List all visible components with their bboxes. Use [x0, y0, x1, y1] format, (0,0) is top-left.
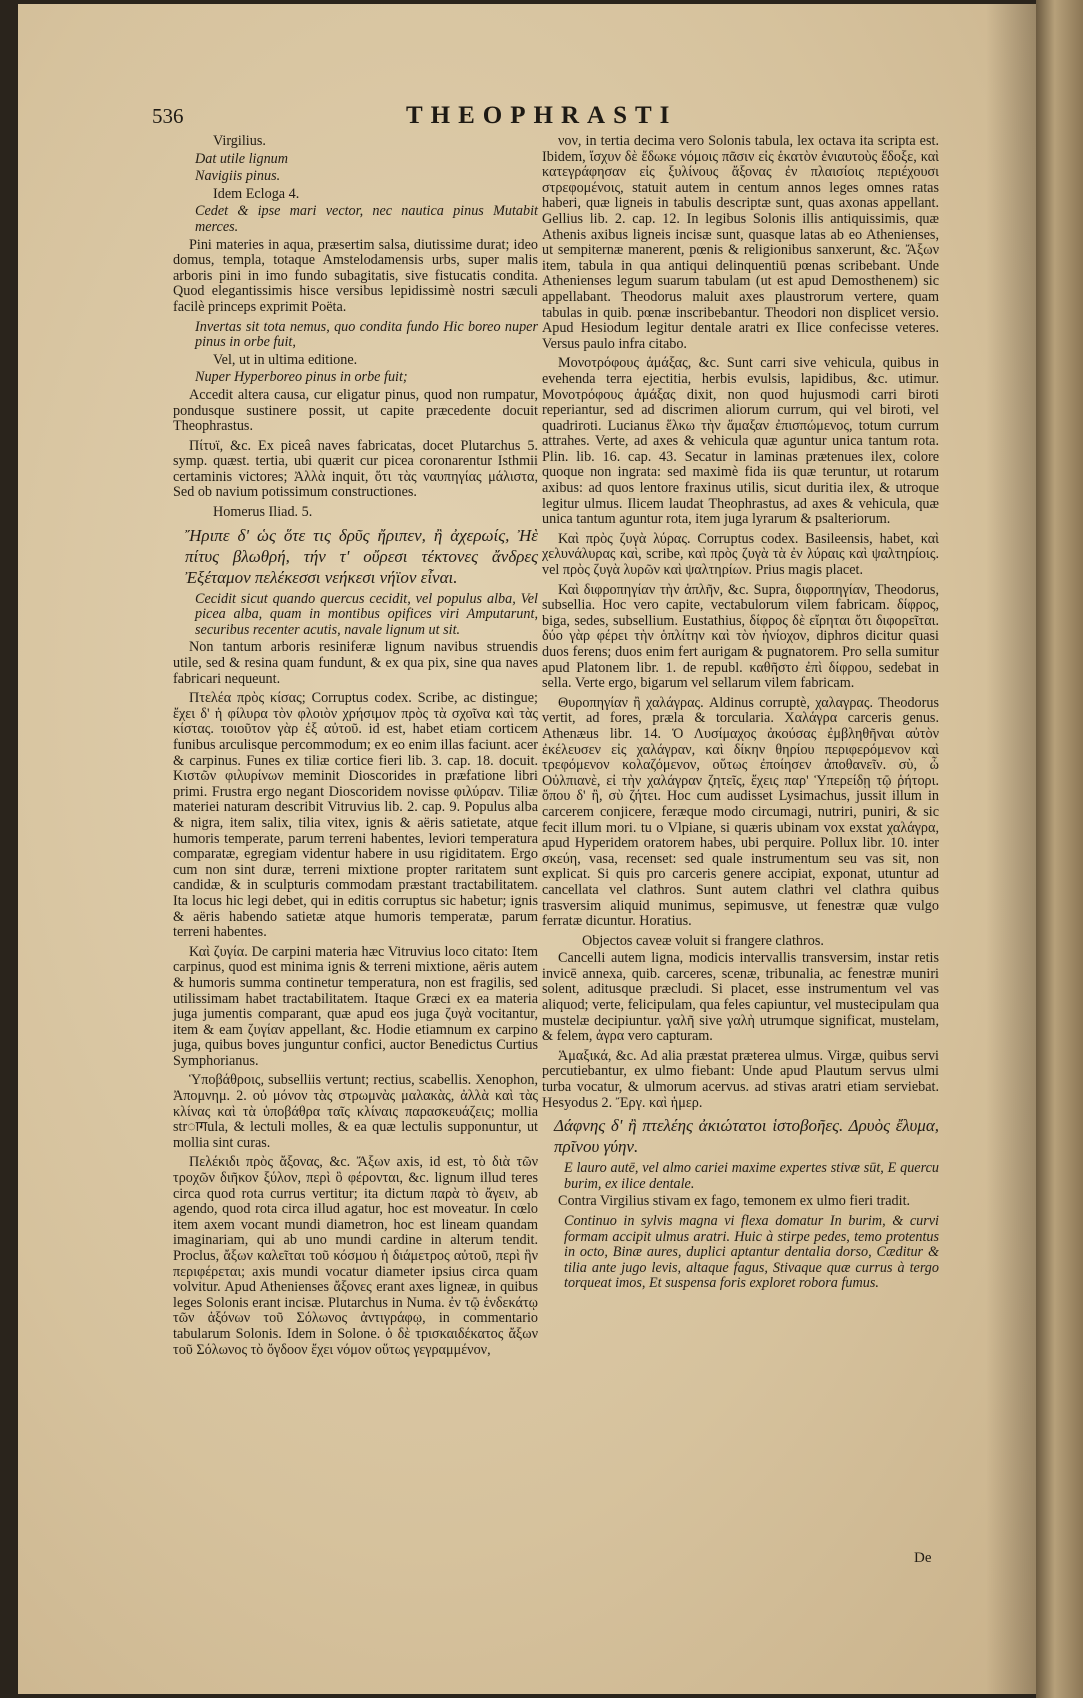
text-verse: Continuo in sylvis magna vi flexa domatur In burim, & curvi formam accipit ulmus aratri. Huic à stirpe pedes, temo protentus in octo, Binæ aures, duplici aptantur dentalia dorso, Cæditur & tilia ante jugo levis, altaque fagus, Stivaque quæ currus à tergo torqueat imos, Et suspensa foris exploret robora fumus. — [564, 1213, 939, 1292]
text-verse: E lauro autē, vel almo cariei maxime expertes stivæ sūt, E quercu burim, ex ilice dentale. — [564, 1160, 939, 1192]
text-cite: Idem Ecloga 4. — [213, 185, 300, 202]
text-verse: Cedet & ipse mari vector, nec nautica pinus Mutabit merces. — [195, 203, 538, 235]
text-verse: Cecidit sicut quando quercus cecidit, vel populus alba, Vel picea alba, quam in montibus opifices viri Amputarunt, securibus recenter acutis, navale lignum ut sit. — [195, 590, 538, 638]
text-para: Καὶ πρὸς ζυγὰ λύρας. Corruptus codex. Basileensis, habet, καὶ χελυνάλυρας καὶ, scribe, καὶ πρὸς ζυγὰ τὰ ἐν λύραις καὶ ψαλτηρίοις. vel πρὸς ζυγὰ λυρῶν καὶ ψαλτηρίων. Prius magis placet. — [542, 530, 939, 579]
text-para: Pini materies in aqua, præsertim salsa, diutissime durat; ideo domus, templa, totaque Amstelodamensis urbs, super malis arboris pini in imo fundo subagitatis, sive fistucatis condita. Quod elegantissimis hisce versibus lepidissimè nostri sæculi facilè princeps exprimit Poëta. — [173, 236, 538, 315]
text-para: Μονοτρόφους ἁμάξας, &c. Sunt carri sive vehicula, quibus in evehenda terra ejectitia, herbis evulsis, lapidibus, &c. utimur. Μονοτρόφους ἁμάξας dixit, non quod hujusmodi carri biroti reperiantur, sed ad discrimen aliorum currum, qui vel biroti, vel quadriroti. Lucianus ἕλκω τὴν ἅμαξαν ἐπισπώμενος, totum currum attrahes. Verte, ad axes & vehicula quæ aguntur unica tantum rota. Plin. lib. 16. cap. 43. Secatur in laminas prætenues ilex, colore quoque non ingrata: sed maximè fida iis quæ teruntur, ut rotarum axibus: ad quos lentore fraxinus utilis, sicut duritia ilex, & utroque legitur ulmus. Ilicem laudat Theophrastus, ad axes & vehicula, quæ unica tantum aguntur rota, item juga lyrarum & psalteriorum. — [542, 355, 939, 528]
catchword: De — [914, 1550, 932, 1566]
book-page — [18, 4, 1036, 1694]
text-para: Καὶ ζυγία. De carpini materia hæc Vitruvius loco citato: Item carpinus, quod est minima ignis & terreni mixtione, aëris autem & humoris summa continetur temperatura, non est fragilis, sed utilissimam habet tractabilitatem. Itaque Græci ex ea materia juga jumentis comparant, quæ apud eos juga ζυγὰ vocitantur, item & eam ζυγίαν appellant, &c. Hodie etiamnum ex carpino juga, quibus boves junguntur confici, auctor Benedictus Curtius Symphorianus. — [173, 943, 538, 1069]
text-verse: Nuper Hyperboreo pinus in orbe fuit; — [195, 369, 408, 386]
text-para: Πελέκιδι πρὸς ἄξονας, &c. Ἄξων axis, id est, τὸ διὰ τῶν τροχῶν διῆκον ξύλον, περὶ ὃ φέρονται, &c. lignum illud teres circa quod rota currus vertitur; ita dictum παρὰ τὸ ἄγειν, ab agendo, quod rota circa illud agatur, hoc est moveatur. In cœlo item axem vocant mundi diametron, hoc est lineam quandam imaginariam, qui ab uno mundi cardine in alterum tendit. Proclus, ἄξων καλεῖται τοῦ κόσμου ἡ διάμετρος αὐτοῦ, περὶ ἣν περιφέρεται; axis mundi vocatur diameter ipsius circa quam volvitur. Apud Athenienses ἄξονες erant axes ligneæ, in quibus leges Solonis erant incisæ. Plutarchus in Numa. ἐν τῷ ἑνδεκάτῳ τῶν ἀξόνων τοῦ Σόλωνος ἀντιγράφῳ, in commentario tabularum Solonis. Idem in Solone. ὁ δὲ τρισκαιδέκατος ἄξων τοῦ Σόλωνος τὸ ὄγδοον ἔχει νόμον οὕτως γεγραμμένον, — [173, 1154, 538, 1358]
right-column — [542, 134, 939, 1294]
text-para: Θυροπηγίαν ἢ χαλάγρας. Aldinus corruptè, χαλαγρας. Theodorus vertit, ad fores, præla & torcularia. Χαλάγρα carceris genus. Athenæus libr. 14. Ὁ Λυσίμαχος ἀκούσας ἐμβληθῆναι αὐτὸν ἐκέλευσεν εἰς χαλάγραν, καὶ δίκην θηρίου περιφερόμενον καὶ τρεφόμενον κολαζόμενον, οὕτως ἐποίησεν ἀποθανεῖν. σὺ, ὦ Οὐλπιανὲ, εἰ τὴν χαλάγραν ζητεῖς, ἔχεις παρ' Ὑπερείδῃ τῷ ῥήτορι. ὅπου δ' ἢ, σὺ ζήτει. Hoc cum audisset Lysimachus, jussit illum in carcerem conjicere, feræque modo circumagi, nutriri, puniri, & sic fecit illum mori. tu o Vlpiane, si quæris ubinam vox exstat χαλάγρα, apud Hyperidem oratorem habes, ubi perquire. Pollux libr. 10. inter σκεύη, vasa, recenset: sed quale instrumentum seu vas sit, non explicat. Si quis pro carceris genere accipiat, exponat, utuntur ad cancellata vel clathros. Sunt autem clathri vel clathra quibus trasversim aliquid munimus, sepimusve, ut fenestræ quæ vulgo ferratæ dicuntur. Horatius. — [542, 694, 939, 930]
text-cite: Homerus Iliad. 5. — [213, 504, 313, 521]
text-verse: Dat utile lignum — [195, 150, 289, 167]
text-para: Accedit altera causa, cur eligatur pinus, quod non rumpatur, pondusque sustinere possit, ut capite præcedente docuit Theophrastus. — [173, 386, 538, 435]
text-cite: Objectos caveæ voluit si frangere clathros. — [582, 932, 824, 949]
text-cite: Vel, ut in ultima editione. — [213, 351, 358, 368]
text-para: Πίτυϊ, &c. Ex piceâ naves fabricatas, docet Plutarchus 5. symp. quæst. tertia, ubi quærit cur picea coronarentur Isthmii certaminis victores; Ἀλλὰ inquit, ὅτι τὰς ναυπηγίας μάλιστα, Sed ob navium potissimum constructiones. — [173, 437, 538, 501]
text-para: Cancelli autem ligna, modicis intervallis transversim, instar retis invicē annexa, quib. carceres, scenæ, tribunalia, ac fenestræ muniri solent, aditusque præcludi. Si placet, esse instrumentum vel vas aliquod; verte, felicipulam, qua feles capiuntur, vel mustecipulam qua mustelæ decipiuntur. γαλῆ sive γαλὴ utrumque significat, mustelam, & felem, ἀγρα vero capturam. — [542, 950, 939, 1045]
page-gutter-shadow — [986, 4, 1036, 1694]
text-para: Ἁμαξικά, &c. Ad alia præstat præterea ulmus. Virgæ, quibus servi percutiebantur, ex ulmo fiebant: Unde apud Plautum servus ulmi turba vocatur, & ulmorum acervus. ad stivas aratri etiam serviebat. Hesyodus 2. Ἔργ. καὶ ἡμερ. — [542, 1047, 939, 1111]
text-greek: Δάφνης δ' ἢ πτελέης ἀκιώτατοι ἱστοβοῆες. Δρυὸς ἔλυμα, πρῖνου γύην. — [554, 1116, 939, 1157]
running-head: THEOPHRASTI — [406, 102, 678, 129]
text-para: νον, in tertia decima vero Solonis tabula, lex octava ita scripta est. Ibidem, ἴσχυν δὲ ἔδωκε νόμοις πᾶσιν εἰς ἑκατὸν ἐνιαυτοὺς ἔδοξε, καὶ κατεγράφησαν εἰς ξυλίνους ἄξονας ἐν πλαισίοις περιέχουσι στρεφομένοις, statuit autem in centum annos leges omnes ratas haberi, quæ ligneis in tabulis descriptæ sunt, quas axonas appellant. Gellius lib. 2. cap. 12. In legibus Solonis illis antiquissimis, quæ Athenis axibus ligneis incisæ sunt, quasque latas ab eo Athenienses, ut sempiternæ manerent, pœnis & religionibus sanxerunt, &c. Ἄξων item, tabula in qua antiqui delinquentiū pœnas scribebant. Unde Athenienses legum suarum tabulam (ut est apud Demosthenem) sic appellabant. Theodorus maluit axes plaustrorum vertere, quam tabulas in quib. pœnæ inscribebantur. Theodori non displicet versio. Apud Hesiodum legitur dentale aratri ex Ilice confecisse veteres. Versus paulo infra citabo. — [542, 133, 939, 352]
text-cite: Virgilius. — [213, 133, 266, 149]
text-para: Ὑποβάθροις, subselliis vertunt; rectius, scabellis. Xenophon, Ἀπομνημ. 2. οὐ μόνον τὰς στρωμνὰς μαλακὰς, ἀλλὰ καὶ τὰς κλίνας καὶ τὰ ὑποβάθρα ταῖς κλίναις παρασκευάζεις; mollia strागula, & lectuli molles, & ea quæ lectulis supponuntur, ut mollia sint curas. — [173, 1072, 538, 1151]
left-column — [173, 134, 538, 1362]
text-greek: Ἤριπε δ' ὡς ὅτε τις δρῦς ἤριπεν, ἢ ἀχερωίς, Ἠὲ πίτυς βλωθρή, τήν τ' οὔρεσι τέκτονες ἄνδρες Ἐξέταμον πελέκεσσι νεήκεσι νήϊον εἶναι. — [185, 525, 538, 587]
text-para: Contra Virgilius stivam ex fago, temonem ex ulmo fieri tradit. — [558, 1193, 911, 1210]
page-number: 536 — [152, 104, 184, 128]
text-para: Πτελέα πρὸς κίσας; Corruptus codex. Scribe, ac distingue; ἔχει δ' ἡ φίλυρα τὸν φλοιὸν χρήσιμον πρὸς τὰ σχοῖνα καὶ τὰς κίστας. τοιοῦτον γὰρ ἐξ αὐτοῦ. id est, habet etiam corticem funibus arculisque percommodum; ex eo enim illas faciunt. acer & carpinus. Funes ex tiliæ cortice fieri lib. 3. cap. 18. docuit. Κιστῶν φιλυρίνων meminit Dioscorides in præfatione libri primi. Frustra ergo negant Dioscoridem novisse φιλύραν. Tiliæ materiei naturam describit Vitruvius lib. 2. cap. 9. Populus alba & nigra, item salix, tilia vitex, ignis & aëris satietate, atque humoris temperate, parum terreni habentes, leviori temperatura comparatæ, egregiam videntur habere in usu rigiditatem. Ergo cum non sint duræ, terreni mixtione propter raritatem sunt candidæ, & in sculpturis commodam præstant tractabilitatem. Ita locus hic legi debet, qui in editis corruptus sic habetur; ignis & aëris habendo satietæ atque humoris temperatæ, parum terreni habentes. — [173, 690, 538, 941]
text-verse: Navigiis pinus. — [195, 168, 281, 185]
text-verse: Invertas sit tota nemus, quo condita fundo Hic boreo nuper pinus in orbe fuit, — [195, 318, 538, 351]
text-para: Non tantum arboris resiniferæ lignum navibus struendis utile, sed & resina quam fundunt, & ex qua pix, sine qua naves fabricari nequeunt. — [173, 639, 538, 687]
next-page-edge — [1036, 0, 1083, 1698]
text-para: Καὶ διφροπηγίαν τὴν ἁπλῆν, &c. Supra, διφροπηγίαν, Theodorus, subsellia. Hoc vero capite, vectabulorum vilem fabricam. δίφρος, biga, sedes, subsellium. Eustathius, δίφρος δὲ εἴρηται ὅτι διφορεῖται. δύο γὰρ φέρει τὴν ὁπλίτην καὶ τὸν ἡνίοχον, diphros dicitur quasi duos ferens; duos enim fert aurigam & pugnatorem. Pro sella sumitur apud Platonem libr. 1. de republ. καθῆστο ἐπὶ δίφρου, sedebat in sella. Verte ergo, bigarum vel sellarum vilem fabricam. — [542, 581, 939, 692]
